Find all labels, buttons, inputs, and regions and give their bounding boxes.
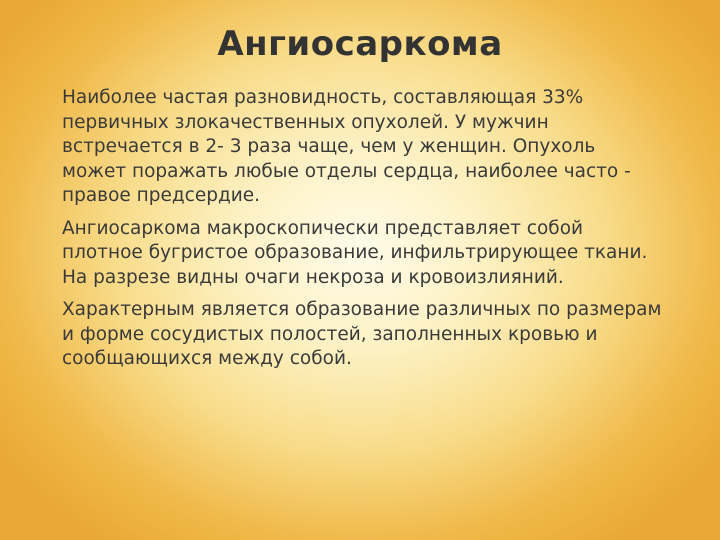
paragraph-characteristics <box>62 298 702 372</box>
slide-title: Ангиосаркома <box>217 24 503 64</box>
text-line: Наиболее частая разновидность, составляющая 33% <box>62 87 584 108</box>
paragraph-macroscopy <box>62 217 702 291</box>
slide-body <box>62 86 702 378</box>
text-line: и форме сосудистых полостей, заполненных кровью и <box>62 323 598 345</box>
text-line: Ангиосаркома макроскопически представляет собой <box>62 217 584 239</box>
text-line: первичных злокачественных опухолей. У мужчин <box>62 111 549 133</box>
text-line: Характерным является образование различных по размерам <box>62 299 662 320</box>
text-line: На разрезе видны очаги некроза и кровоизлияний. <box>62 266 564 288</box>
text-line: встречается в 2- 3 раза чаще, чем у женщин. Опухоль <box>62 136 596 157</box>
paragraph-definition <box>62 86 702 209</box>
text-line: правое предсердие. <box>62 185 261 206</box>
text-line: может поражать любые отделы сердца, наиболее часто - <box>62 160 631 182</box>
text-line: плотное бугристое образование, инфильтрирующее ткани. <box>62 242 648 263</box>
text-line: сообщающихся между собой. <box>62 348 352 369</box>
